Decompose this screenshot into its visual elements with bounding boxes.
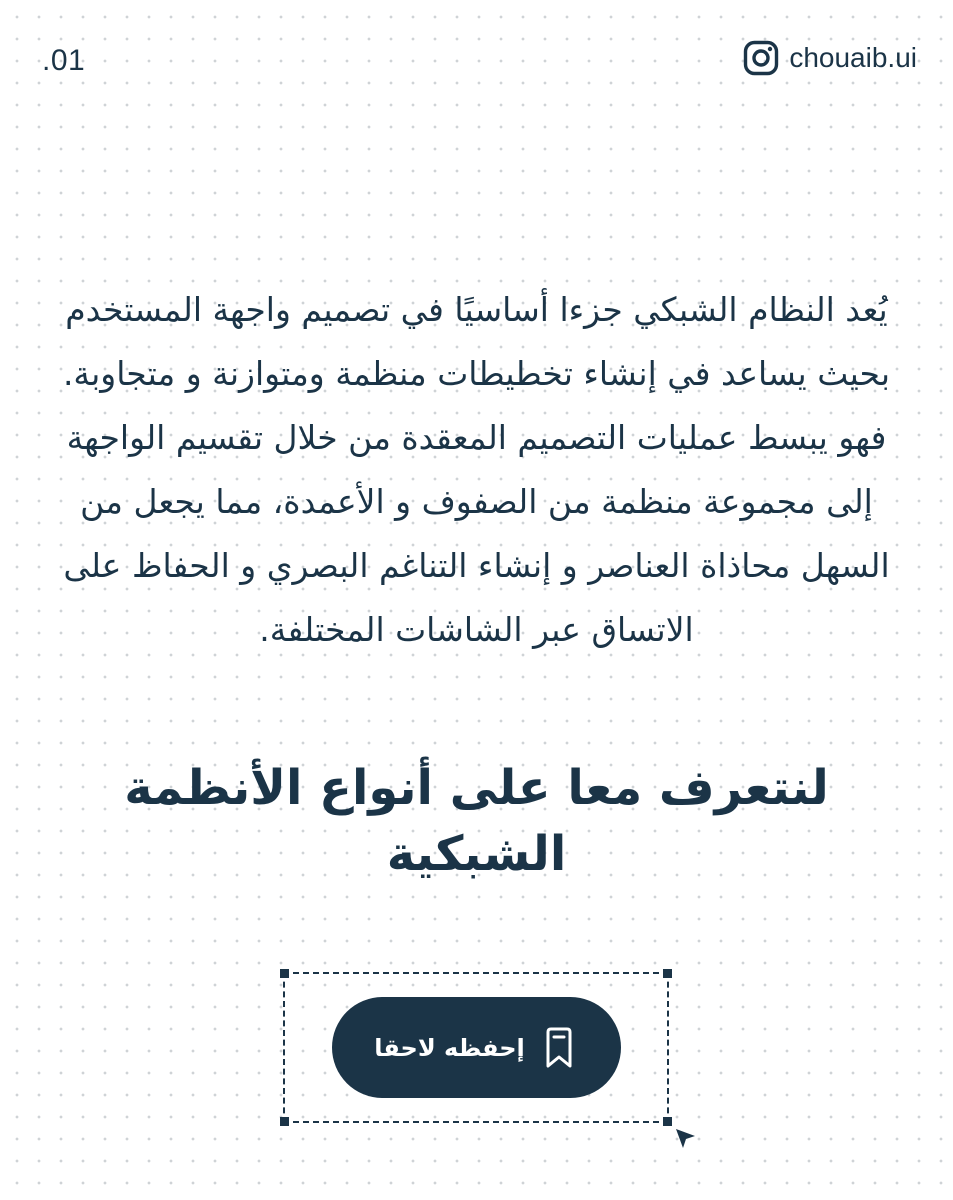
top-bar	[0, 0, 953, 120]
intro-paragraph: يُعد النظام الشبكي جزءا أساسيًا في تصميم واجهة المستخدم بحيث يساعد في إنشاء تخطيطات منظمة ومتوازنة و متجاوبة. فهو يبسط عمليات التصميم المعقدة من خلال تقسيم الواجهة إلى مجموعة منظمة من الصفوف و الأعمدة، مما يجعل من السهل محاذاة العناصر و إنشاء التناغم البصري و الحفاظ على الاتساق عبر الشاشات المختلفة.	[62, 290, 891, 649]
selection-handle-top-left[interactable]	[280, 969, 289, 978]
selection-handle-bottom-left[interactable]	[280, 1117, 289, 1126]
pointer-cursor-icon	[674, 1127, 698, 1151]
brand[interactable]	[743, 40, 917, 76]
page-headline: لنتعرف معا على أنواع الأنظمة الشبكية	[124, 760, 829, 882]
instagram-icon	[743, 40, 779, 76]
brand-handle: chouaib.ui	[789, 42, 917, 73]
save-later-button[interactable]	[332, 997, 621, 1098]
selection-handle-bottom-right[interactable]	[663, 1117, 672, 1126]
selection-handle-top-right[interactable]	[663, 969, 672, 978]
bookmark-icon	[539, 1026, 579, 1070]
save-later-label: إحفظه لاحقا	[374, 1033, 525, 1062]
page-number: .01	[42, 44, 86, 77]
